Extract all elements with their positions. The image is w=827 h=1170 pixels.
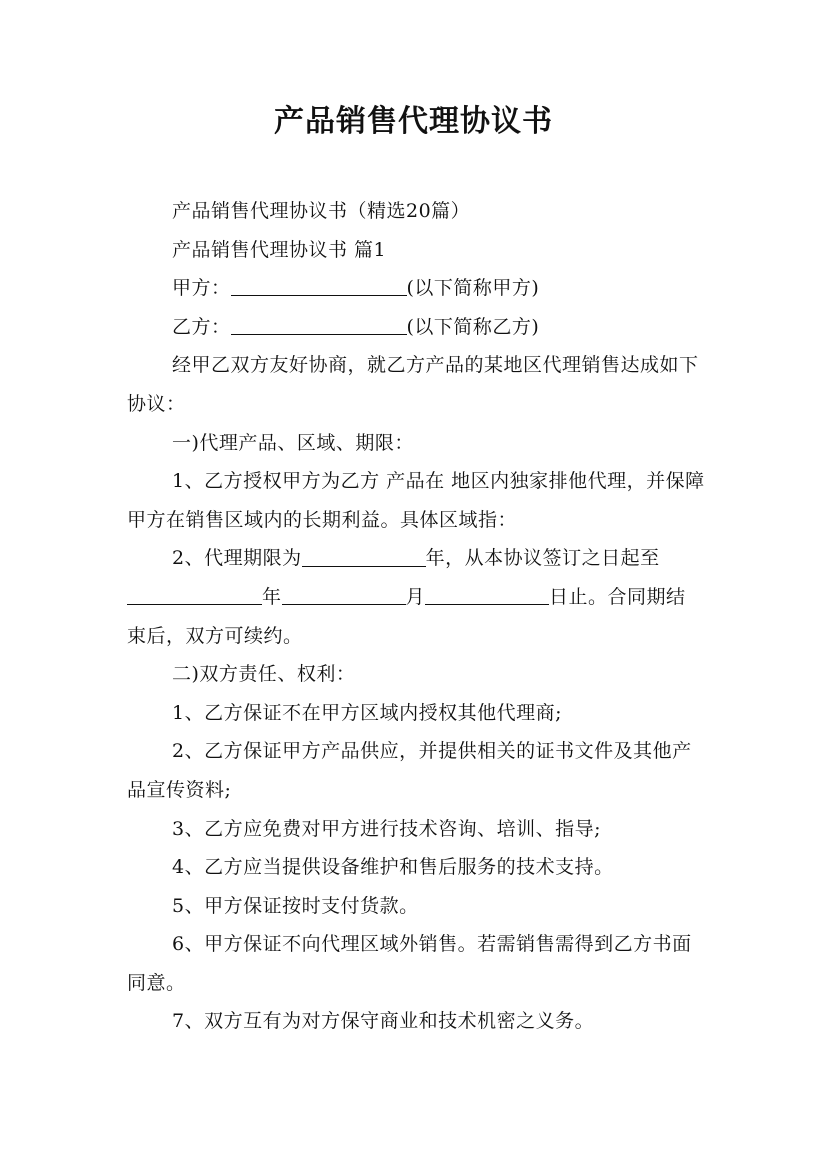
party-b-suffix: (以下简称乙方): [406, 315, 540, 338]
party-b-label: 乙方：: [172, 315, 231, 338]
party-b-blank: [231, 314, 407, 335]
paragraph-clause-2-6: 6、甲方保证不向代理区域外销售。若需销售需得到乙方书面同意。: [127, 933, 692, 994]
paragraph-clause-2-2: 2、乙方保证甲方产品供应，并提供相关的证书文件及其他产品宣传资料;: [127, 740, 692, 801]
paragraph-clause-1-heading: 一)代理产品、区域、期限：: [172, 431, 414, 454]
paragraph-clause-2-4: 4、乙方应当提供设备维护和售后服务的技术支持。: [172, 856, 614, 879]
party-a-label: 甲方：: [172, 277, 231, 300]
end-day-blank: [425, 584, 549, 605]
party-a-blank: [231, 276, 407, 297]
paragraph-clause-1-2: [127, 539, 705, 655]
paragraph-clause-2-3: 3、乙方应免费对甲方进行技术咨询、培训、指导;: [172, 817, 601, 840]
paragraph-clause-2-7: 7、双方互有为对方保守商业和技术机密之义务。: [172, 1010, 595, 1033]
term-text-e: 日止。合同期结束后，双方可续约。: [127, 585, 686, 647]
paragraph-intro: 经甲乙双方友好协商，就乙方产品的某地区代理销售达成如下协议：: [127, 354, 699, 415]
paragraph-heading: 产品销售代理协议书（精选20篇）: [172, 200, 471, 222]
paragraph-party-a: [127, 269, 705, 308]
term-text-c: 年: [262, 585, 282, 608]
paragraph-clause-2-heading: 二)双方责任、权利：: [172, 663, 356, 686]
end-month-blank: [282, 584, 406, 605]
paragraph-clause-1-1: 1、乙方授权甲方为乙方 产品在 地区内独家排他代理，并保障甲方在销售区域内的长期利益。具体区域指：: [127, 470, 705, 531]
term-text-d: 月: [405, 585, 426, 608]
party-a-suffix: (以下简称甲方): [406, 277, 540, 300]
term-text-b: 年，从本协议签订之日起至: [425, 547, 660, 570]
paragraph-clause-2-5: 5、甲方保证按时支付货款。: [172, 894, 419, 917]
end-year-blank: [127, 584, 262, 605]
paragraph-section-title: 产品销售代理协议书 篇1: [172, 238, 387, 261]
document-title: 产品销售代理协议书: [274, 104, 553, 139]
document-body: [127, 192, 705, 1041]
paragraph-clause-2-1: 1、乙方保证不在甲方区域内授权其他代理商;: [172, 701, 562, 724]
term-years-blank: [302, 546, 426, 567]
term-text-a: 2、代理期限为: [172, 547, 302, 570]
paragraph-party-b: [127, 308, 705, 347]
